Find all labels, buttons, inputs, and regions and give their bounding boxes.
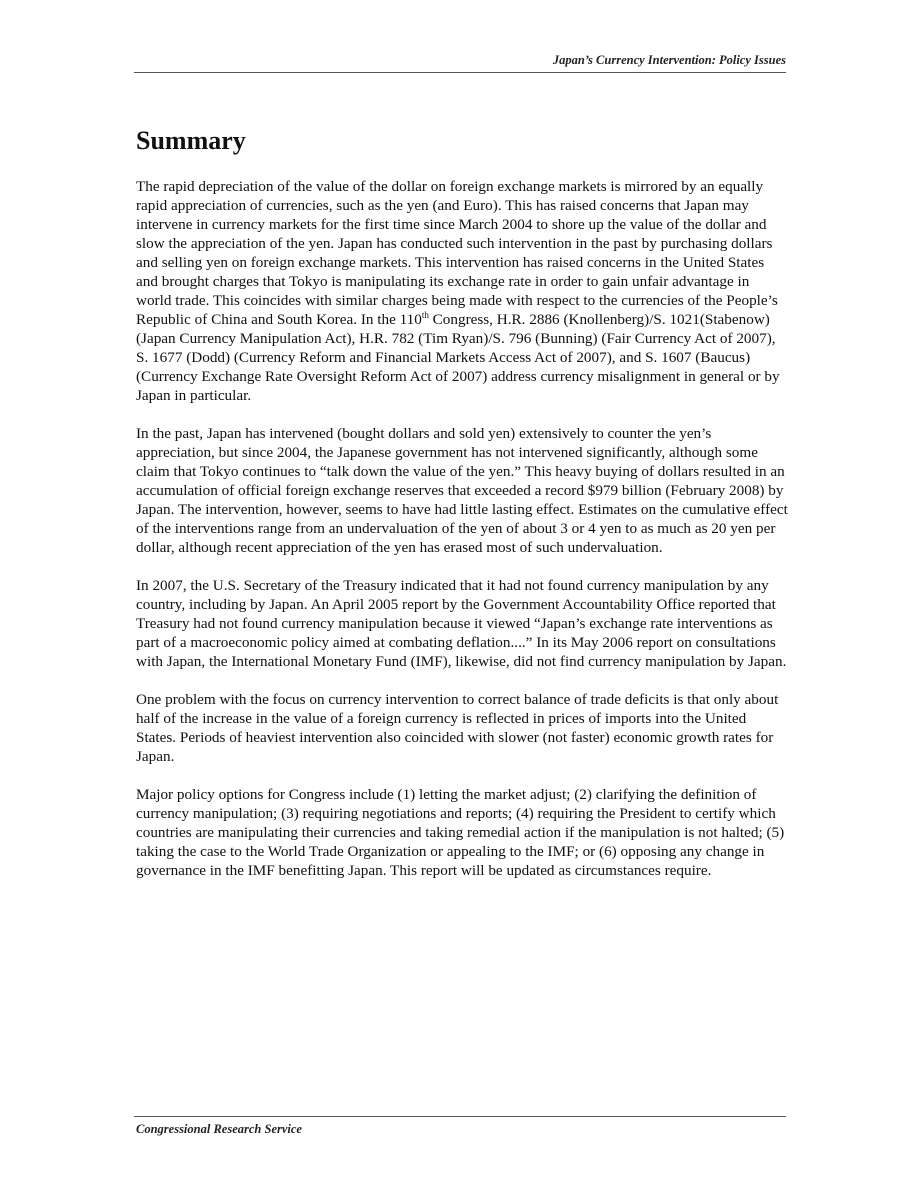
paragraph-1-text-a: The rapid depreciation of the value of the dollar on foreign exchange markets is mirrored by an equally rapid appreciation of currencies, such as the yen (and Euro). This has raised concerns that Japan may intervene in currency markets for the first time since March 2004 to shore up the value of the dollar and slow the appreciation of the yen. Japan has conducted such intervention in the past by purchasing dollars and selling yen on foreign exchange markets. This intervention has raised concerns in the United States and brought charges that Tokyo is manipulating its exchange rate in order to gain unfair advantage in world trade. This coincides with similar charges being made with respect to the currencies of the People’s Republic of China and South Korea. In the 110	[136, 178, 778, 328]
paragraph-3: In 2007, the U.S. Secretary of the Treasury indicated that it had not found currency manipulation by any country, including by Japan. An April 2005 report by the Government Accountability Office reported that Treasury had not found currency manipulation because it viewed “Japan’s exchange rate interventions as part of a macroeconomic policy aimed at combating deflation....” In its May 2006 report on consultations with Japan, the International Monetary Fund (IMF), likewise, did not find currency manipulation by Japan.	[136, 577, 787, 670]
header-divider	[134, 72, 786, 73]
running-footer: Congressional Research Service	[136, 1122, 302, 1136]
ordinal-superscript: th	[421, 310, 429, 320]
page-title: Summary	[136, 126, 246, 155]
paragraph-2: In the past, Japan has intervened (bought dollars and sold yen) extensively to counter the yen’s appreciation, but since 2004, the Japanese government has not intervened significantly, although some claim that Tokyo continues to “talk down the value of the yen.” This heavy buying of dollars resulted in an accumulation of official foreign exchange reserves that exceeded a record $979 billion (February 2008) by Japan. The intervention, however, seems to have had little lasting effect. Estimates on the cumulative effect of the interventions range from an undervaluation of the yen of about 3 or 4 yen to as much as 20 yen per dollar, although recent appreciation of the yen has erased most of such undervaluation.	[136, 425, 788, 556]
paragraph-1	[136, 177, 788, 405]
summary-body	[136, 177, 788, 899]
paragraph-5: Major policy options for Congress include (1) letting the market adjust; (2) clarifying the definition of currency manipulation; (3) requiring negotiations and reports; (4) requiring the President to certify which countries are manipulating their currencies and taking remedial action if the manipulation is not halted; (5) taking the case to the World Trade Organization or appealing to the IMF; or (6) opposing any change in governance in the IMF benefitting Japan. This report will be updated as circumstances require.	[136, 786, 785, 879]
paragraph-4: One problem with the focus on currency intervention to correct balance of trade deficits is that only about half of the increase in the value of a foreign currency is reflected in prices of imports into the United States. Periods of heaviest intervention also coincided with slower (not faster) economic growth rates for Japan.	[136, 691, 779, 765]
footer-divider	[134, 1116, 786, 1117]
running-header: Japan’s Currency Intervention: Policy Issues	[552, 53, 786, 67]
paragraph-1-text-b: Congress, H.R. 2886 (Knollenberg)/S. 1021(Stabenow) (Japan Currency Manipulation Act), H.R. 782 (Tim Ryan)/S. 796 (Bunning) (Fair Currency Act of 2007), S. 1677 (Dodd) (Currency Reform and Financial Markets Access Act of 2007), and S. 1607 (Baucus) (Currency Exchange Rate Oversight Reform Act of 2007) address currency misalignment in general or by Japan in particular.	[136, 311, 780, 404]
